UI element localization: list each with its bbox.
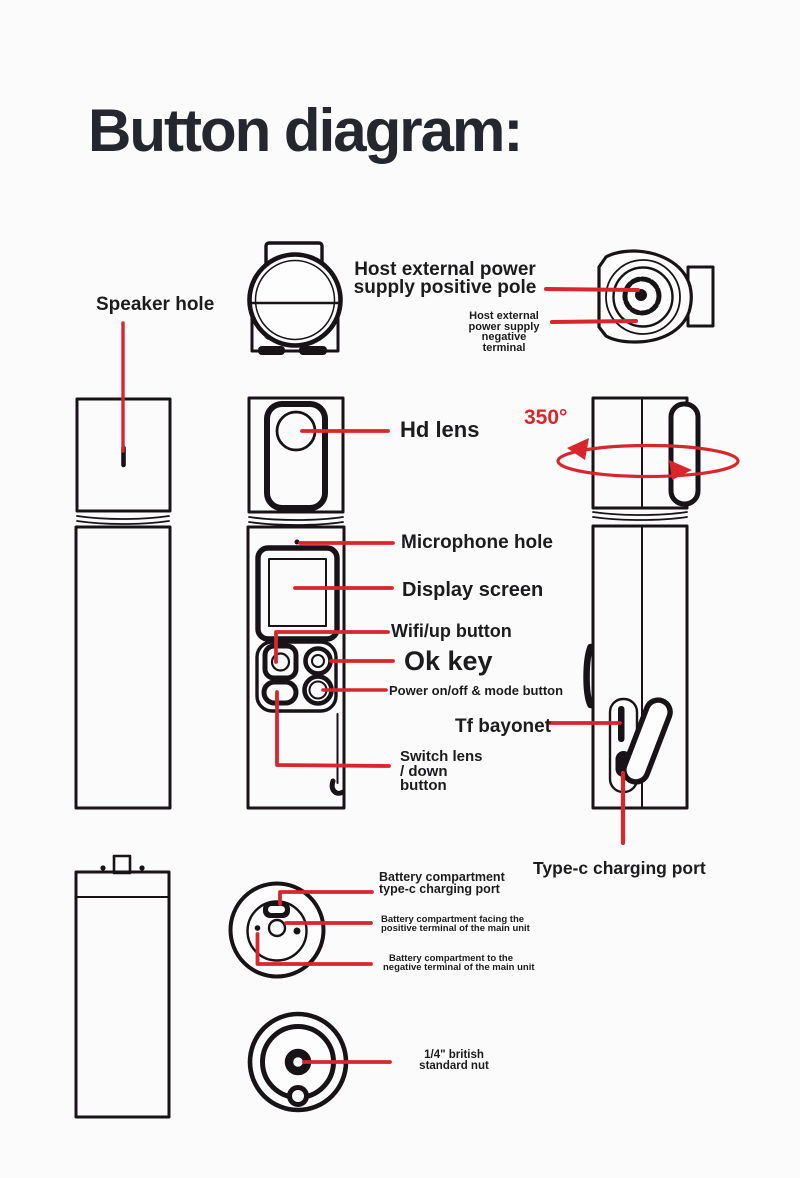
top-view-power-port [599,251,713,342]
label-switch-lens [400,750,483,794]
label-switch-lens-line2: / down [400,762,448,780]
label-battery-positive-line1: Battery compartment facing the [381,914,525,925]
side-button-bump [587,647,591,705]
label-host-negative-line2: power supply [468,320,540,333]
label-host-negative-line4: terminal [482,341,526,354]
label-speaker-hole: Speaker hole [96,294,215,315]
label-nut-line2: standard nut [419,1060,489,1073]
label-microphone-hole: Microphone hole [401,532,553,553]
label-display-screen: Display screen [402,579,544,601]
label-battery-negative [383,953,535,973]
page-title: Button diagram: [88,97,522,164]
label-nut-line1: 1/4" british [424,1049,484,1061]
port-cover-flap [620,697,673,786]
host-positive-line [546,289,638,290]
label-host-positive [346,261,544,297]
label-type-c: Type-c charging port [533,858,706,878]
label-host-negative-line3: negative [481,331,527,343]
label-host-positive-line1: Host external power [354,259,536,280]
wifi-up-button-shape [265,646,296,678]
battery-side-view [76,856,169,1117]
label-ok-key: Ok key [404,646,493,676]
label-battery-positive-line2: positive terminal of the main unit [381,923,530,934]
switch-lens-button-shape [264,682,296,703]
side-view-speaker-device [76,399,170,808]
label-nut [408,1050,500,1073]
display-screen-rect [269,559,326,626]
host-negative-line [552,321,636,322]
label-power-mode: Power on/off & mode button [389,683,564,698]
label-hd-lens: Hd lens [400,417,480,442]
label-host-negative [462,311,546,353]
label-host-positive-line2: supply positive pole [353,277,537,298]
ok-button-shape [306,649,331,674]
label-battery-positive [381,915,530,933]
label-host-negative-line1: Host external [469,310,539,322]
lens-bezel [267,404,325,508]
battery-positive-terminal [269,920,285,936]
head-circle [250,255,341,346]
side-view-ports-device [587,398,698,808]
front-view-main-device [248,398,344,808]
label-battery-negative-line2: negative terminal of the main unit [383,962,535,973]
top-view-head-front [250,243,341,355]
label-tf-bayonet: Tf bayonet [455,716,552,737]
label-wifi-up: Wifi/up button [391,621,512,641]
battery-negative-terminal [255,925,261,931]
label-rotation-angle: 350° [524,406,568,429]
lens-bump [671,404,698,504]
label-battery-type-c-line2: type-c charging port [379,882,500,896]
rotation-arrow [558,438,738,480]
label-battery-type-c-line1: Battery compartment [379,870,505,884]
leader-lines [123,289,638,1062]
label-switch-lens-line1: Switch lens [400,748,483,765]
label-battery-negative-line1: Battery compartment to the [388,953,514,964]
label-battery-type-c [379,871,505,895]
label-switch-lens-line3: button [400,777,447,795]
